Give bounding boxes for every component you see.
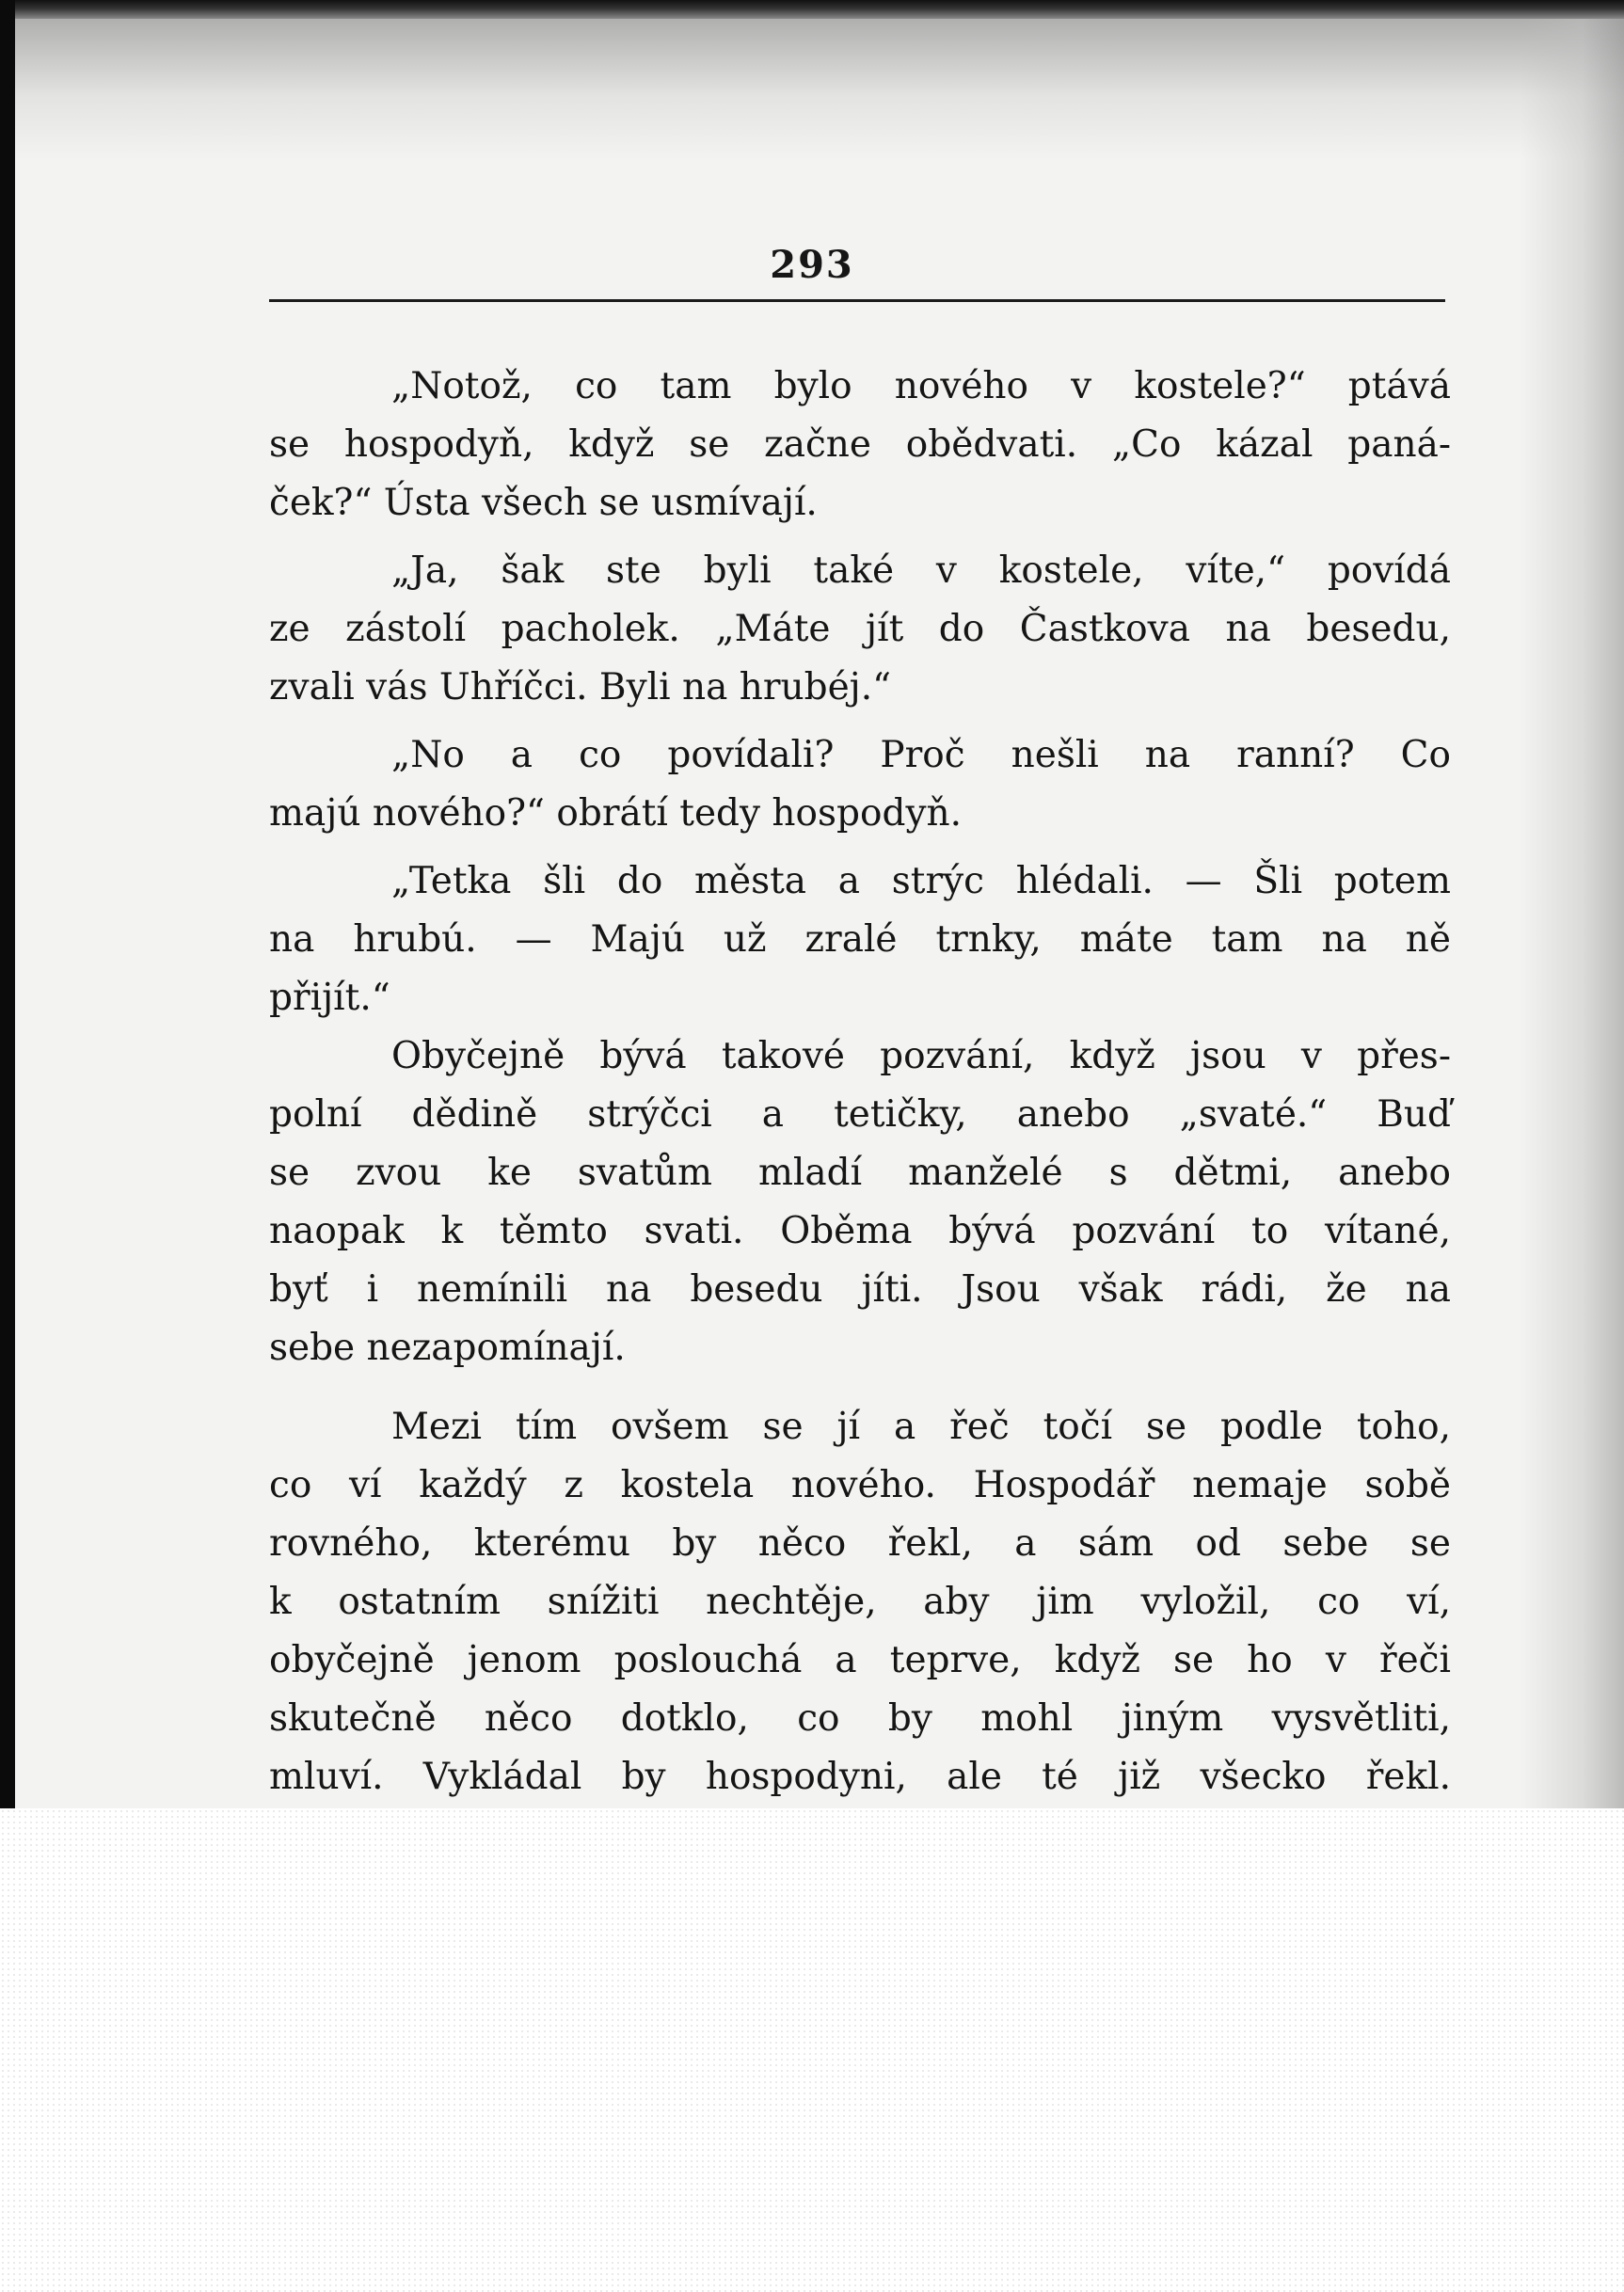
text-line: ček?“ Ústa všech se usmívají. [269, 482, 818, 524]
page-number: 293 [770, 243, 854, 287]
text-line: „No a co povídali? Proč nešli na ranní? Co [391, 734, 1451, 776]
text-line: skutečně něco dotklo, co by mohl jiným vysvětliti, [269, 1697, 1451, 1740]
top-shadow [15, 19, 1624, 160]
top-edge [0, 0, 1624, 19]
text-line: „Ja, šak ste byli také v kostele, víte,“ povídá [391, 549, 1451, 592]
text-line: se hospodyň, když se začne obědvati. „Co kázal paná- [269, 423, 1451, 466]
text-line: na hrubú. — Majú už zralé trnky, máte tam na ně [269, 918, 1451, 961]
empty-area-below-page [0, 1808, 1624, 2292]
paragraph [269, 1398, 1451, 1807]
text-line: polní dědině strýčci a tetičky, anebo „svaté.“ Buď [269, 1093, 1451, 1136]
paragraph [269, 358, 1451, 533]
paragraph [269, 1027, 1451, 1377]
text-line: „Notož, co tam bylo nového v kostele?“ ptává [391, 365, 1451, 407]
text-line: se zvou ke svatům mladí manželé s dětmi, anebo [269, 1152, 1451, 1194]
text-line: byť i nemínili na besedu jíti. Jsou však rádi, že na [269, 1268, 1451, 1311]
text-line: majú nového?“ obrátí tedy hospodyň. [269, 792, 962, 835]
text-line: „Tetka šli do města a strýc hlédali. — Šli potem [391, 860, 1451, 902]
text-line: Obyčejně bývá takové pozvání, když jsou v přes- [391, 1035, 1451, 1077]
paragraph [269, 726, 1451, 843]
text-line: k ostatním sníž̌iti nechtěje, aby jim vyložil, co ví, [269, 1581, 1451, 1623]
paragraph [269, 852, 1451, 1027]
header-rule [269, 299, 1445, 302]
paragraph [269, 542, 1451, 717]
body-text [269, 358, 1451, 1807]
text-line: Mezi tím ovšem se jí a řeč točí se podle toho, [391, 1406, 1451, 1448]
text-line: zvali vás Uhříčci. Byli na hrubéj.“ [269, 666, 892, 708]
text-line: naopak k těmto svati. Oběma bývá pozvání to vítané, [269, 1210, 1451, 1252]
text-line: přijít.“ [269, 977, 390, 1019]
text-line: co ví každý z kostela nového. Hospodář nemaje sobě [269, 1464, 1451, 1506]
text-line: ze zástolí pacholek. „Máte jít do Častkova na besedu, [269, 608, 1451, 650]
text-line: rovného, kterému by něco řekl, a sám od sebe se [269, 1522, 1451, 1565]
text-line: sebe nezapomínají. [269, 1327, 626, 1369]
text-line: obyčejně jenom poslouchá a teprve, když se ho v řeči [269, 1639, 1451, 1681]
text-line: mluví. Vykládal by hospodyni, ale té již všecko řekl. [269, 1756, 1451, 1798]
